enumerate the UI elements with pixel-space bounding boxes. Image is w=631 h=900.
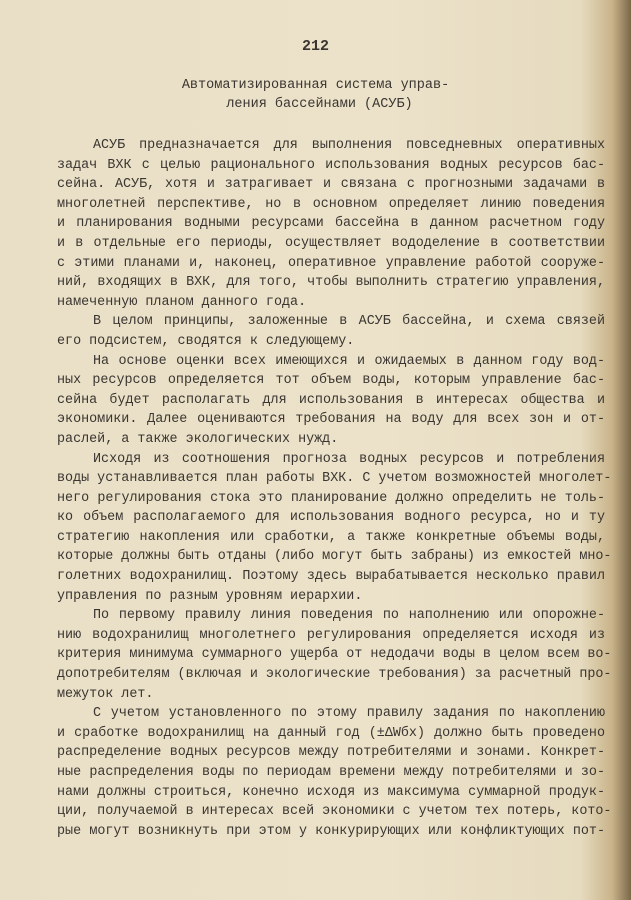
section-title-line-2: ления бассейнами (АСУБ) (226, 97, 413, 112)
paragraph-6-line: распределение водных ресурсов между потребителями и зонами. Конкрет- (57, 745, 605, 761)
paragraph-3-line: сейна будет располагать для использования в интересах общества и (57, 392, 605, 408)
paragraph-1-line: намеченную планом данного года. (57, 294, 307, 310)
paragraph-2-line: его подсистем, сводятся к следующему. (57, 333, 355, 349)
paragraph-3-line: ных ресурсов определяется тот объем воды, которым управление бас- (57, 373, 605, 389)
paragraph-1-line: и в отдельные его периоды, осуществляет вододеление в соответствии (57, 235, 605, 251)
paragraph-4-line: которые должны быть отданы (либо могут быть забраны) из емкостей мно- (57, 549, 612, 565)
paragraph-1-line: задач ВХК с целью рационального использования водных ресурсов бас- (57, 157, 605, 173)
paragraph-4-line: Исходя из соотношения прогноза водных ресурсов и потребления (93, 451, 605, 467)
paragraph-1-line: и планирования водными ресурсами бассейна в данном расчетном году (57, 216, 605, 232)
paragraph-6-line: ные распределения воды по периодам времени между потребителями и зо- (57, 765, 605, 780)
paragraph-5-line: допотребителям (включая и экологические требования) за расчетный про- (57, 667, 612, 683)
paragraph-3-line: экономики. Далее оцениваются требования на воду для всех зон и от- (57, 412, 605, 428)
paragraph-5-line: По первому правилу линия поведения по наполнению или опорожне- (93, 608, 605, 624)
paragraph-2-line: В целом принципы, заложенные в АСУБ бассейна, и схема связей (93, 314, 605, 330)
paragraph-4-line: воды устанавливается план работы ВХК. С учетом возможностей многолет- (57, 471, 612, 487)
paragraph-6-line: ции, получаемой в интересах всей экономики с учетом тех потерь, кото- (57, 804, 612, 820)
section-title-line-1: Автоматизированная система управ- (181, 78, 450, 93)
paragraph-4-line: управления по разным уровням иерархии. (57, 588, 363, 604)
paragraph-3-line: На основе оценки всех имеющихся и ожидаемых в данном году вод- (93, 353, 605, 369)
paragraph-6-line: и сработке водохранилищ на данный год (±ΔWбх) должно быть проведено (57, 725, 605, 741)
paragraph-1-line: ний, входящих в ВХК, для того, чтобы выполнить стратегию управления, (57, 275, 605, 291)
paragraph-6-line: С учетом установленного по этому правилу задания по накоплению (93, 706, 605, 722)
paragraph-5-line: критерия минимума суммарного ущерба от недодачи воды в целом всем во- (57, 647, 612, 663)
paragraph-4-line: ко объем располагаемого для использования водного ресурса, но и ту (57, 510, 605, 526)
paragraph-5-line: межуток лет. (57, 686, 154, 702)
paragraph-6-line: нами должны строиться, конечно исходя из максимума суммарной продук- (57, 784, 605, 800)
paragraph-1-line: многолетней перспективе, но в основном определяет линию поведения (57, 196, 605, 212)
paragraph-6-line: рые могут возникнуть при этом у конкурирующих или конфликтующих пот- (57, 823, 605, 839)
page-number: 212 (301, 38, 329, 55)
body-text (57, 136, 612, 841)
paragraph-5-line: нию водохранилищ многолетнего регулирования определяется исходя из (57, 627, 605, 643)
paragraph-3-line: раслей, а также экологических нужд. (57, 431, 339, 447)
paragraph-4-line: голетних водохранилищ. Поэтому здесь вырабатывается несколько правил (57, 569, 605, 585)
paragraph-1-line: сейна. АСУБ, хотя и затрагивает и связана с прогнозными задачами в (57, 177, 605, 193)
paragraph-1-line: АСУБ предназначается для выполнения повседневных оперативных (93, 138, 605, 153)
paragraph-1-line: с этими планами и, наконец, оперативное управление работой сооруже- (57, 255, 605, 271)
paragraph-4-line: него регулирования стока это планирование должно определить не толь- (57, 490, 605, 506)
paragraph-4-line: стратегию накопления или сработки, а также конкретные объемы воды, (57, 529, 605, 545)
